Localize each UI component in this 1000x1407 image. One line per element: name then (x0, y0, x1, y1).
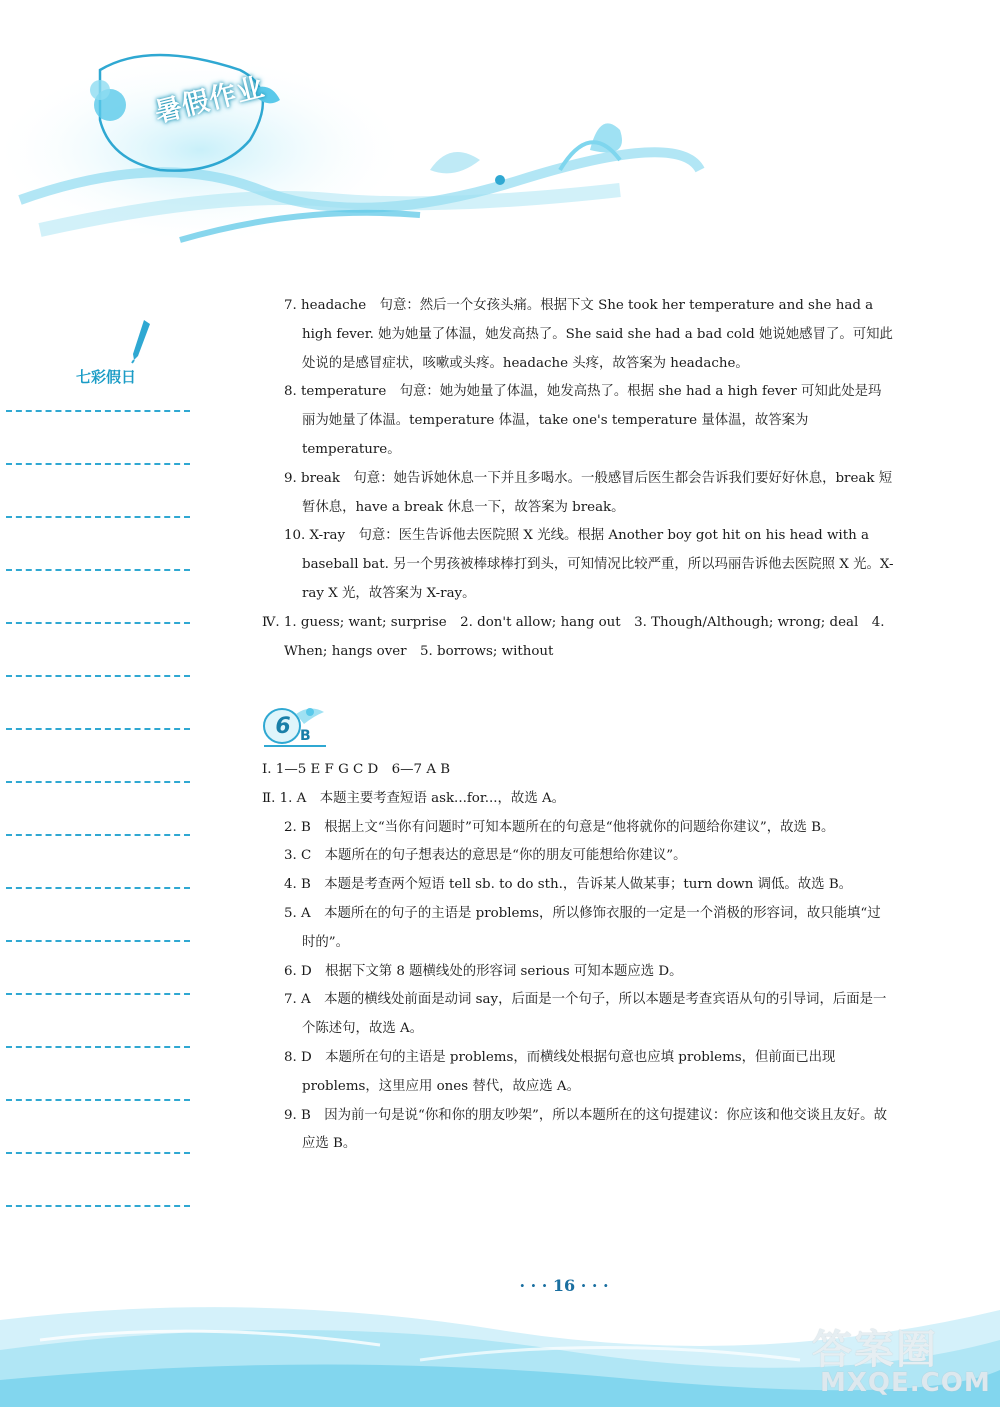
sidebar-label: 七彩假日 (76, 368, 137, 386)
sidebar-rule (6, 569, 190, 571)
answer-text: Ⅰ. 1—5 E F G C D 6—7 A B (262, 762, 451, 777)
sidebar-rule (6, 834, 190, 836)
answer-text: 4. B 本题是考查两个短语 tell sb. to do sth.，告诉某人做某事；turn down 调低。故选 B。 (284, 877, 853, 893)
answer-block-a (262, 292, 894, 666)
answer-item (262, 986, 894, 1044)
page-number: · · · 16 · · · (519, 1276, 609, 1295)
sidebar-rule (6, 410, 190, 412)
answer-text: 7. A 本题的横线处前面是动词 say，后面是一个句子，所以本题是考查宾语从句的引导词，后面是一个陈述句，故选 A。 (284, 992, 887, 1037)
answer-item (262, 842, 894, 871)
sidebar-rule (6, 887, 190, 889)
header-decoration (0, 0, 720, 260)
answer-item (262, 465, 894, 523)
section-number: 6 (275, 714, 291, 739)
answer-item (262, 871, 894, 900)
sidebar-rule (6, 781, 190, 783)
section-letter: B (300, 728, 311, 744)
sidebar-rule (6, 940, 190, 942)
answer-item (262, 292, 894, 378)
header-title: 暑假作业 (151, 71, 268, 129)
sidebar-rule (6, 1152, 190, 1154)
answer-text: 3. C 本题所在的句子想表达的意思是“你的朋友可能想给你建议”。 (284, 848, 687, 864)
answer-item (262, 958, 894, 987)
answer-item (262, 756, 894, 785)
sidebar-rule (6, 1205, 190, 1207)
pen-icon (130, 318, 154, 364)
watermark-url: MXQE.COM (820, 1368, 991, 1398)
answer-item (262, 1044, 894, 1102)
watermark-logo: 答案圈 (812, 1327, 938, 1373)
answer-item (262, 609, 894, 667)
answer-text: Ⅱ. 1. A 本题主要考查短语 ask...for...，故选 A。 (262, 790, 566, 806)
answer-text: 7. headache 句意：然后一个女孩头痛。根据下文 She took her temperature and she had a high fever. 她为她量了体温，她发高热了。She said she had a bad cold 她说她感冒了。可知此处说的是感冒症状，咳嗽或头疼。headache 头疼，故答案为 headache。 (284, 298, 893, 371)
answer-text: 5. A 本题所在的句子的主语是 problems，所以修饰衣服的一定是一个消极的形容词，故只能填“过时的”。 (284, 905, 881, 950)
sidebar-rule (6, 675, 190, 677)
sidebar-rule (6, 516, 190, 518)
answer-text: 9. break 句意：她告诉她休息一下并且多喝水。一般感冒后医生都会告诉我们要好好休息，break 短暂休息，have a break 休息一下，故答案为 break。 (284, 470, 893, 515)
answer-text: 8. temperature 句意：她为她量了体温，她发高热了。根据 she had a high fever 可知此处是玛丽为她量了体温。temperature 体温，take one's temperature 量体温，故答案为 temperature。 (284, 384, 882, 457)
answer-text: 9. B 因为前一句是说“你和你的朋友吵架”，所以本题所在的这句提建议：你应该和他交谈且友好。故应选 B。 (284, 1107, 887, 1152)
answer-item (262, 522, 894, 608)
sidebar-rule (6, 728, 190, 730)
answer-item (262, 814, 894, 843)
sidebar-rule (6, 1099, 190, 1101)
answer-item (262, 1102, 894, 1160)
sidebar-rule (6, 463, 190, 465)
answer-text: Ⅳ. 1. guess; want; surprise 2. don't allow; hang out 3. Though/Although; wrong; deal 4. When; hangs over 5. borrows; without (262, 614, 885, 659)
answer-item (262, 900, 894, 958)
answer-block-b (262, 756, 894, 1159)
answer-text: 8. D 本题所在句的主语是 problems，而横线处根据句意也应填 problems，但前面已出现 problems，这里应用 ones 替代，故应选 A。 (284, 1049, 836, 1094)
sidebar-rule (6, 622, 190, 624)
answer-text: 2. B 根据上文“当你有问题时”可知本题所在的句意是“他将就你的问题给你建议”，故选 B。 (284, 819, 835, 835)
sidebar-rule (6, 993, 190, 995)
answer-text: 10. X-ray 句意：医生告诉他去医院照 X 光线。根据 Another boy got hit on his head with a baseball bat. 另一个男孩被棒球棒打到头，可知情况比较严重，所以玛丽告诉他去医院照 X 光。X-ray X 光，故答案为 X-ray。 (284, 528, 894, 601)
answer-item (262, 378, 894, 464)
sidebar-rule (6, 1046, 190, 1048)
answer-text: 6. D 根据下文第 8 题横线处的形容词 serious 可知本题应选 D。 (284, 963, 683, 979)
answer-item (262, 785, 894, 814)
